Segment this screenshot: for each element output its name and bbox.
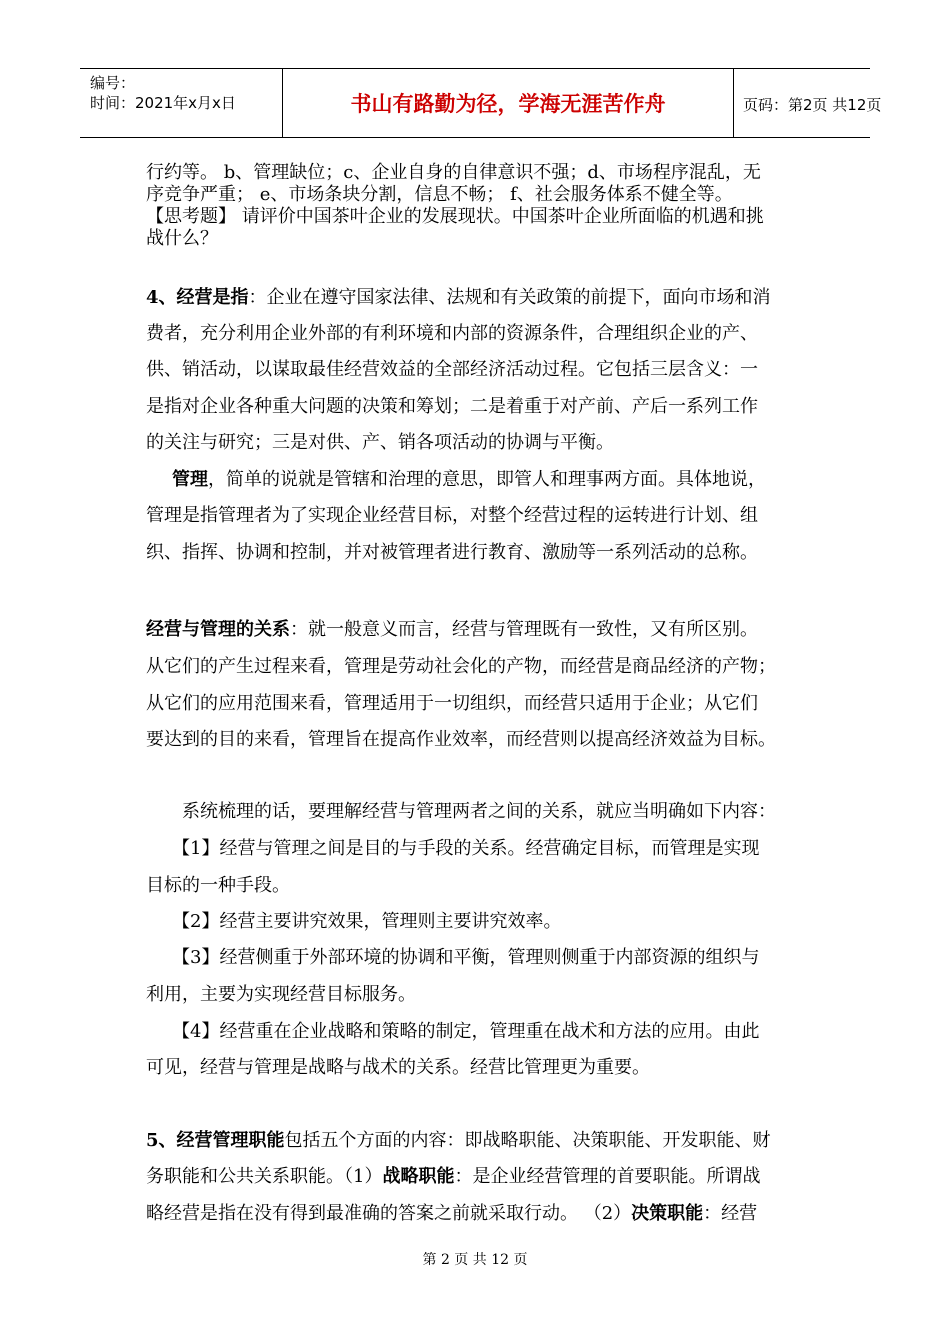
text-line: 是指对企业各种重大问题的决策和筹划；二是着重于对产前、产后一系列工作 xyxy=(146,396,758,417)
management-heading-line xyxy=(172,462,766,498)
text-line: 织、指挥、协调和控制，并对被管理者进行教育、激励等一系列活动的总称。 xyxy=(146,542,758,563)
text-run: ：经营 xyxy=(703,1203,758,1224)
list-item-1-cont: 目标的一种手段。 xyxy=(146,875,290,896)
text-line: 要达到的目的来看，管理旨在提高作业效率，而经营则以提高经济效益为目标。 xyxy=(146,729,776,750)
systematic-intro: 系统梳理的话，要理解经营与管理两者之间的关系，就应当明确如下内容： xyxy=(182,801,776,822)
text-run: 略经营是指在没有得到最准确的答案之前就采取行动。 （2） xyxy=(146,1203,632,1224)
list-item-3: 【3】经营侧重于外部环境的协调和平衡，管理则侧重于内部资源的组织与 xyxy=(172,947,760,968)
header-motto-cell xyxy=(282,69,734,137)
text-line: 从它们的应用范围来看，管理适用于一切组织，而经营只适用于企业；从它们 xyxy=(146,693,758,714)
page-header xyxy=(80,68,882,138)
text-run: 务职能和公共关系职能。（1） xyxy=(146,1166,383,1187)
management-text: ，简单的说就是管辖和治理的意思，即管人和理事两方面。具体地说， xyxy=(208,469,766,490)
think-text: 请评价中国茶叶企业的发展现状。中国茶叶企业所面临的机遇和挑 xyxy=(236,206,764,227)
section-4-label: 4、经营是指 xyxy=(146,287,249,308)
section-4-heading-line xyxy=(146,280,771,316)
section-4-text: ：企业在遵守国家法律、法规和有关政策的前提下，面向市场和消 xyxy=(248,287,771,308)
relationship-text: ：就一般意义而言，经营与管理既有一致性，又有所区别。 xyxy=(290,619,758,640)
think-question-line xyxy=(146,206,764,228)
text-line: 战什么？ xyxy=(146,228,218,249)
motto: 书山有路勤为径，学海无涯苦作舟 xyxy=(350,92,666,116)
management-label: 管理 xyxy=(172,469,208,490)
text-line: 的关注与研究；三是对供、产、销各项活动的协调与平衡。 xyxy=(146,432,614,453)
text-line: 序竞争严重； e、市场条块分割，信息不畅； f、社会服务体系不健全等。 xyxy=(146,184,733,205)
page-number-label: 页码：第2页 共12页 xyxy=(743,96,882,114)
list-item-4-cont: 可见，经营与管理是战略与战术的关系。经营比管理更为重要。 xyxy=(146,1057,650,1078)
text-line: 从它们的产生过程来看，管理是劳动社会化的产物，而经营是商品经济的产物； xyxy=(146,656,776,677)
list-item-1: 【1】经营与管理之间是目的与手段的关系。经营确定目标，而管理是实现 xyxy=(172,838,760,859)
list-item-3-cont: 利用，主要为实现经营目标服务。 xyxy=(146,984,416,1005)
text-line: 供、销活动，以谋取最佳经营效益的全部经济活动过程。它包括三层含义：一 xyxy=(146,359,758,380)
section-5-label: 5、经营管理职能 xyxy=(146,1130,285,1151)
page-footer: 第 2 页 共 12 页 xyxy=(422,1252,528,1268)
strategy-function-label: 战略职能 xyxy=(382,1166,455,1187)
decision-function-label: 决策职能 xyxy=(631,1203,704,1224)
relationship-heading-line xyxy=(146,612,758,648)
section-5-line-3 xyxy=(146,1196,757,1232)
section-5-heading-line xyxy=(146,1123,771,1159)
header-page-cell xyxy=(733,69,882,137)
text-run: ：是企业经营管理的首要职能。所谓战 xyxy=(454,1166,761,1187)
text-line: 行约等。 b、管理缺位；c、企业自身的自律意识不强；d、市场程序混乱，无 xyxy=(146,162,761,183)
list-item-2: 【2】经营主要讲究效果，管理则主要讲究效率。 xyxy=(172,911,562,932)
header-meta-cell xyxy=(80,69,282,137)
section-5-line-2 xyxy=(146,1159,760,1195)
time-label: 时间：2021年x月x日 xyxy=(90,94,236,112)
section-5-text: 包括五个方面的内容：即战略职能、决策职能、开发职能、财 xyxy=(284,1130,771,1151)
relationship-label: 经营与管理的关系 xyxy=(146,619,290,640)
list-item-4: 【4】经营重在企业战略和策略的制定，管理重在战术和方法的应用。由此 xyxy=(172,1021,760,1042)
think-label: 【思考题】 xyxy=(146,206,236,227)
number-label: 编号： xyxy=(90,74,136,92)
text-line: 管理是指管理者为了实现企业经营目标，对整个经营过程的运转进行计划、组 xyxy=(146,505,758,526)
text-line: 费者，充分利用企业外部的有利环境和内部的资源条件，合理组织企业的产、 xyxy=(146,323,758,344)
